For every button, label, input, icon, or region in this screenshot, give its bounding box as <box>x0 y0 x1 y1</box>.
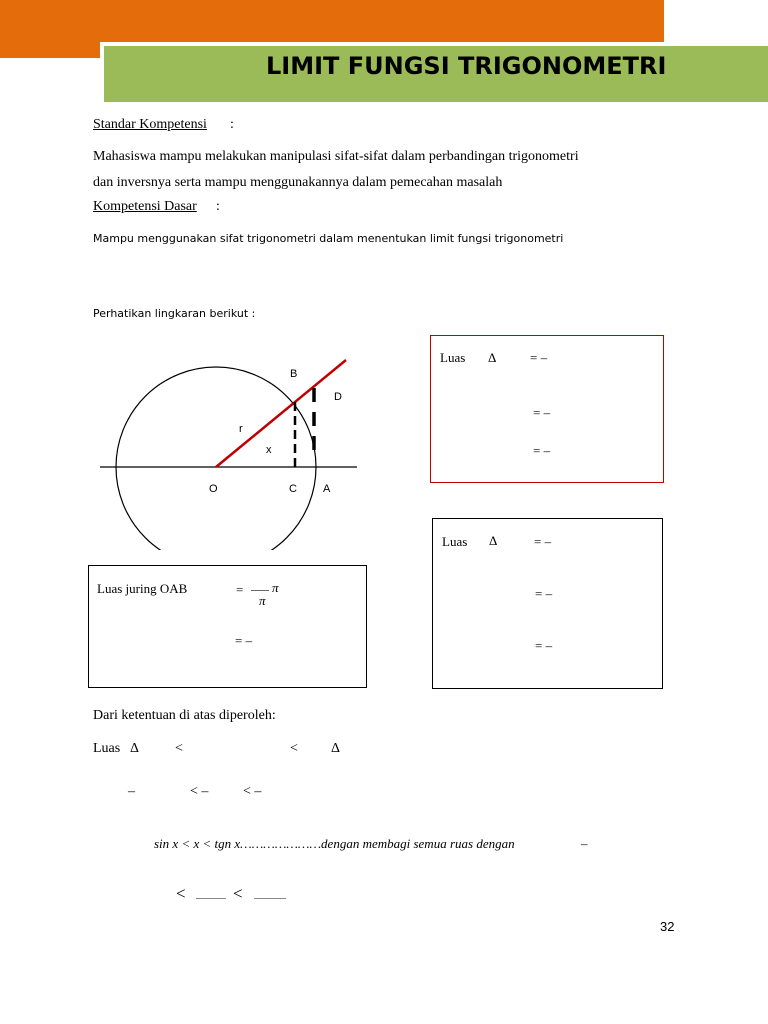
box2-label: Luas <box>442 534 468 549</box>
derivation-italic-dash: – <box>581 836 588 851</box>
sk-colon: : <box>230 117 234 132</box>
box2-eq-3: = – <box>535 638 553 653</box>
sk-line-2: dan inversnya serta mampu menggunakannya dalam pemecahan masalah <box>93 175 503 190</box>
box2-eq-1: = – <box>534 534 552 549</box>
box1-triangle-symbol: Δ <box>488 350 497 365</box>
final-lt-2: < <box>233 884 243 903</box>
label-x: x <box>266 444 272 456</box>
final-fraction-bar-2 <box>254 898 286 899</box>
kd-text: Mampu menggunakan sifat trigonometri dalam menentukan limit fungsi trigonometri <box>93 232 564 245</box>
kd-label: Kompetensi Dasar <box>93 199 197 214</box>
box3-label: Luas juring OAB <box>97 581 188 596</box>
box1-eq-2: = – <box>533 405 551 420</box>
derivation-lt-1: < <box>175 741 183 756</box>
derivation-row2-dash: – <box>128 784 135 799</box>
derivation-row2-lt-1: < – <box>190 784 209 799</box>
intro-text: Perhatikan lingkaran berikut : <box>93 307 256 320</box>
page-title: LIMIT FUNGSI TRIGONOMETRI <box>266 52 667 80</box>
box2-triangle-symbol: Δ <box>489 533 498 548</box>
sk-line-1: Mahasiswa mampu melakukan manipulasi sifat-sifat dalam perbandingan trigonometri <box>93 149 579 164</box>
box3-eq-1: = <box>236 582 244 597</box>
label-O: O <box>209 483 218 495</box>
derivation-row2-lt-2: < – <box>243 784 262 799</box>
box2-eq-2: = – <box>535 586 553 601</box>
label-A: A <box>323 483 331 495</box>
derivation-luas: Luas <box>93 741 121 756</box>
luas-juring-box <box>88 565 367 688</box>
luas-triangle-box-1 <box>430 335 664 483</box>
derivation-italic-line: sin x < x < tgn x…………………dengan membagi semua ruas dengan <box>154 836 515 851</box>
circle <box>116 367 316 550</box>
luas-triangle-box-2 <box>432 518 663 689</box>
derivation-intro: Dari ketentuan di atas diperoleh: <box>93 708 276 723</box>
circle-diagram <box>90 340 380 550</box>
box3-fraction-bar <box>251 590 269 591</box>
radius-line-OBD <box>216 360 346 467</box>
box1-eq-1: = – <box>530 350 548 365</box>
derivation-triangle-1: Δ <box>130 741 140 756</box>
derivation-lt-2: < <box>290 741 298 756</box>
page-number: 32 <box>660 919 675 934</box>
label-B: B <box>290 368 298 380</box>
box3-pi-numerator: π <box>272 580 279 595</box>
final-fraction-bar-1 <box>196 898 226 899</box>
box3-pi-denominator: π <box>259 593 266 608</box>
label-D: D <box>334 391 342 403</box>
kd-colon: : <box>216 199 220 214</box>
label-r: r <box>239 423 243 435</box>
label-C: C <box>289 483 297 495</box>
box3-eq-2: = – <box>235 633 253 648</box>
sk-label: Standar Kompetensi <box>93 117 207 132</box>
box1-label: Luas <box>440 350 466 365</box>
final-lt-1: < <box>176 884 186 903</box>
box1-eq-3: = – <box>533 443 551 458</box>
derivation-triangle-2: Δ <box>331 741 341 756</box>
